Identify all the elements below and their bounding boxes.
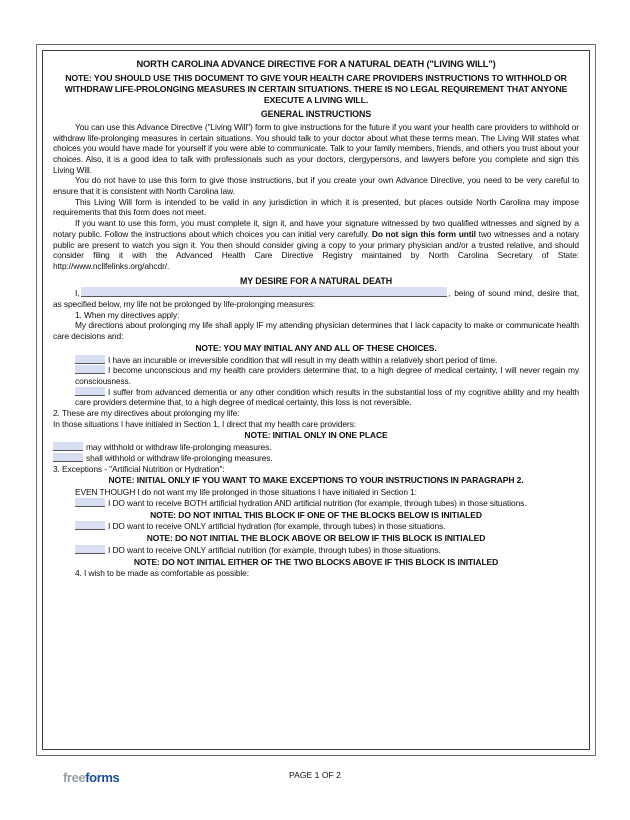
section1-choice-1-text: I have an incurable or irreversible condition that will result in my death within a relatively short period of time. — [108, 354, 498, 365]
section1-choice-1-row — [53, 355, 579, 366]
name-input-field[interactable] — [81, 287, 447, 297]
paragraph-4-bold: Do not sign this form until — [371, 228, 476, 239]
initial-box-s2-c2[interactable] — [53, 453, 83, 462]
section1-choice-3-row — [53, 387, 579, 408]
section3-note-3: NOTE: DO NOT INITIAL EITHER OF THE TWO BLOCKS ABOVE IF THIS BLOCK IS INITIALED — [133, 556, 499, 567]
document-title: NORTH CAROLINA ADVANCE DIRECTIVE FOR A NATURAL DEATH ("LIVING WILL") — [136, 59, 496, 69]
initial-box-s2-c1[interactable] — [53, 442, 83, 451]
top-note: NOTE: YOU SHOULD USE THIS DOCUMENT TO GIVE YOUR HEALTH CARE PROVIDERS INSTRUCTIONS TO WITHHOLD OR WITHDRAW LIFE-PROLONGING MEASURES IN CERTAIN SITUATIONS. THERE IS NO LEGAL REQUIREMENT THAT ANYONE EXECUTE A LIVING WILL. — [64, 72, 568, 105]
section2-choice-2-text: shall withhold or withdraw life-prolonging measures. — [86, 452, 273, 463]
section3-choice-3-text: I DO want to receive ONLY artificial nutrition (for example, through tubes) in those situations. — [108, 544, 441, 555]
desire-after-name: , being of sound mind, desire that, as specified below, my life not be prolonged by life-prolonging measures: — [53, 288, 579, 309]
initial-box-s1-c3[interactable] — [75, 387, 105, 396]
section3-note-1: NOTE: DO NOT INITIAL THIS BLOCK IF ONE OF THE BLOCKS BELOW IS INITIALED — [150, 509, 482, 520]
section3-intro: EVEN THOUGH I do not want my life prolonged in those situations I have initialed in Section 1: — [75, 487, 417, 498]
section3-note-2: NOTE: DO NOT INITIAL THE BLOCK ABOVE OR BELOW IF THIS BLOCK IS INITIALED — [146, 533, 486, 544]
section1-choice-3-text: I suffer from advanced dementia or any other condition which results in the substantial loss of my cognitive ability and my health care providers determine that, to a high degree of medical certainty, this loss is not reversible. — [75, 386, 579, 408]
section2-intro: In those situations I have initialed in Section 1, I direct that my health care providers: — [53, 418, 356, 429]
document-border — [42, 50, 590, 750]
section1-intro: My directions about prolonging my life shall apply IF my attending physician determines that I lack capacity to make or communicate health care decisions and: — [53, 320, 579, 342]
section2-note: NOTE: INITIAL ONLY IN ONE PLACE — [244, 430, 388, 441]
initial-box-s1-c2[interactable] — [75, 365, 105, 374]
paragraph-1: You can use this Advance Directive ("Living Will") form to give instructions for the future if you want your health care providers to withhold or withdraw life-prolonging measures in certain situations. You should talk to your doctor about what these terms mean. The Living Will states what choices you would have made for yourself if you were able to communicate. Talk to your family members, friends, and others you trust about your choices. Also, it is a good idea to talk with professionals such as your doctors, clergypersons, and lawyers before you complete and sign this Living Will. — [53, 121, 579, 175]
section3-note: NOTE: INITIAL ONLY IF YOU WANT TO MAKE EXCEPTIONS TO YOUR INSTRUCTIONS IN PARAGRAPH 2. — [108, 475, 524, 486]
desire-statement — [53, 287, 579, 309]
section3-choice-3-row — [53, 545, 579, 556]
section3-heading: 3. Exceptions - "Artificial Nutrition or Hydration": — [53, 463, 225, 474]
paragraph-4-part-a: If you want to use this form, you must complete it, sign it, and have your signature witnessed by two qualified witnesses and signed by a notary public. Follow the instructions about which choices you can initial very carefully. — [53, 218, 579, 239]
section3-choice-1-row — [53, 498, 579, 509]
section2-heading: 2. These are my directives about prolonging my life: — [53, 408, 240, 419]
paragraph-4-part-c: two witnesses and a notary public are present to watch you sign it. You then should consider giving a copy to your primary physician and/or a trusted relative, and should consider filing it with the Advanced Health Care Directive Registry maintained by North Carolina Secretary of State: http://www.ncllfelinks.org/ahcdr/. — [53, 228, 580, 271]
section3-choice-2-row — [53, 521, 579, 532]
section1-note: NOTE: YOU MAY INITIAL ANY AND ALL OF THESE CHOICES. — [195, 342, 437, 353]
initial-box-s3-c2[interactable] — [75, 521, 105, 530]
desire-section-heading: MY DESIRE FOR A NATURAL DEATH — [239, 275, 393, 286]
section4-heading: 4. I wish to be made as comfortable as possible: — [75, 568, 249, 579]
document-body — [53, 59, 579, 579]
initial-box-s3-c1[interactable] — [75, 498, 105, 507]
section3-choice-2-text: I DO want to receive ONLY artificial hydration (for example, through tubes) in those situations. — [108, 521, 446, 532]
paragraph-4 — [53, 218, 579, 272]
logo-text-free: free — [63, 770, 86, 785]
initial-box-s3-c3[interactable] — [75, 545, 105, 554]
i-label: I, — [75, 288, 80, 299]
section1-heading: 1. When my directives apply: — [75, 309, 180, 320]
section2-choice-2-row — [53, 453, 579, 464]
section1-choice-2-text: I become unconscious and my health care providers determine that, to a high degree of medical certainty, I will never regain my consciousness. — [75, 365, 579, 386]
page-footer — [0, 756, 630, 820]
initial-box-s1-c1[interactable] — [75, 355, 105, 364]
logo-text-forms: forms — [85, 770, 120, 785]
section2-choice-1-row — [53, 442, 579, 453]
general-instructions-heading: GENERAL INSTRUCTIONS — [260, 109, 372, 120]
paragraph-3: This Living Will form is intended to be valid in any jurisdiction in which it is presented, but places outside North Carolina may impose requirements that this form does not meet. — [53, 196, 579, 218]
page-number-label: PAGE 1 OF 2 — [289, 770, 341, 780]
section2-choice-1-text: may withhold or withdraw life-prolonging measures. — [86, 442, 272, 453]
section1-choice-2-row — [53, 365, 579, 386]
section3-choice-1-text: I DO want to receive BOTH artificial hydration AND artificial nutrition (for example, through tubes) in those situations. — [108, 497, 527, 508]
paragraph-2: You do not have to use this form to give those instructions, but if you create your own Advance Directive, you need to be very careful to ensure that it is consistent with North Carolina law. — [53, 175, 579, 197]
